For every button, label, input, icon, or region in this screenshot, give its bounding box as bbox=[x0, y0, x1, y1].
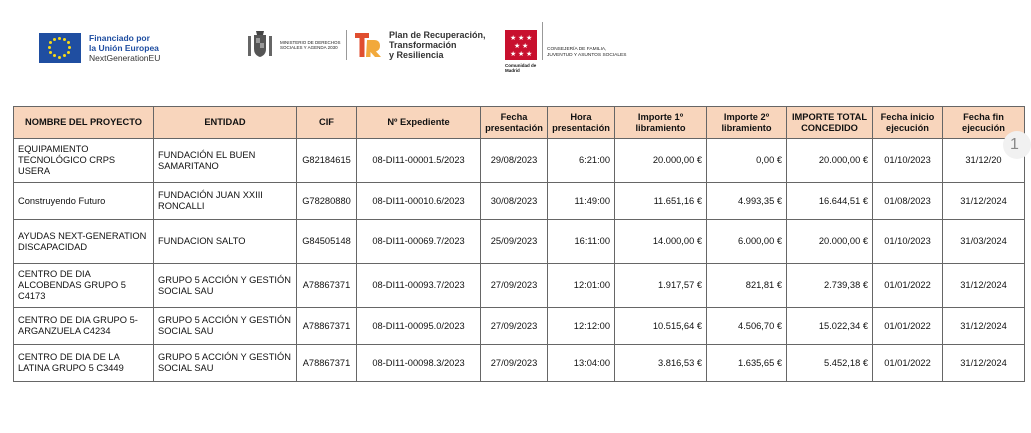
cell-entity: FUNDACIÓN EL BUEN SAMARITANO bbox=[154, 139, 297, 183]
cell-fecha-fin: 31/12/2024 bbox=[943, 183, 1025, 220]
cell-fecha-fin: 31/12/20 bbox=[943, 139, 1025, 183]
header-importe-2: Importe 2º libramiento bbox=[707, 107, 787, 139]
cell-cif: G82184615 bbox=[297, 139, 357, 183]
cell-cif: A78867371 bbox=[297, 264, 357, 308]
cell-importe-total: 20.000,00 € bbox=[787, 139, 873, 183]
cell-project: Construyendo Futuro bbox=[14, 183, 154, 220]
cell-fecha-inicio: 01/01/2022 bbox=[873, 308, 943, 345]
cell-importe-total: 2.739,38 € bbox=[787, 264, 873, 308]
cell-importe-2: 0,00 € bbox=[707, 139, 787, 183]
header-fecha-presentacion: Fecha presentación bbox=[481, 107, 548, 139]
cell-hora: 6:21:00 bbox=[548, 139, 615, 183]
table-row bbox=[14, 308, 1025, 345]
cell-importe-1: 10.515,64 € bbox=[615, 308, 707, 345]
logo-divider bbox=[542, 22, 543, 60]
cell-hora: 13:04:00 bbox=[548, 345, 615, 382]
header-expediente: Nº Expediente bbox=[357, 107, 481, 139]
cell-entity: FUNDACION SALTO bbox=[154, 220, 297, 264]
cell-cif: G84505148 bbox=[297, 220, 357, 264]
cell-expediente: 08-DI11-00095.0/2023 bbox=[357, 308, 481, 345]
header-cif: CIF bbox=[297, 107, 357, 139]
cell-project: CENTRO DE DIA GRUPO 5- ARGANZUELA C4234 bbox=[14, 308, 154, 345]
ministry-text: MINISTERIO DE DERECHOS SOCIALES Y AGENDA 2030 bbox=[280, 39, 341, 50]
cam-text-line2: JUVENTUD Y ASUNTOS SOCIALES bbox=[547, 52, 627, 58]
cell-expediente: 08-DI11-00001.5/2023 bbox=[357, 139, 481, 183]
table-row bbox=[14, 139, 1025, 183]
cell-cif: G78280880 bbox=[297, 183, 357, 220]
plan-text-line2: Transformación bbox=[389, 40, 457, 50]
cam-text-line1: CONSEJERÍA DE FAMILIA, bbox=[547, 47, 607, 52]
cell-importe-2: 6.000,00 € bbox=[707, 220, 787, 264]
cell-expediente: 08-DI11-00093.7/2023 bbox=[357, 264, 481, 308]
cell-fecha: 30/08/2023 bbox=[481, 183, 548, 220]
plan-text-line1: Plan de Recuperación, bbox=[389, 30, 486, 40]
cell-entity: FUNDACIÓN JUAN XXIII RONCALLI bbox=[154, 183, 297, 220]
projects-table-wrapper bbox=[13, 106, 1024, 373]
eu-flag-icon bbox=[39, 33, 81, 63]
cell-fecha-inicio: 01/01/2022 bbox=[873, 345, 943, 382]
recovery-plan-icon bbox=[353, 31, 383, 59]
cell-importe-1: 14.000,00 € bbox=[615, 220, 707, 264]
cell-fecha: 27/09/2023 bbox=[481, 308, 548, 345]
cell-fecha-inicio: 01/08/2023 bbox=[873, 183, 943, 220]
cell-project: EQUIPAMIENTO TECNOLÓGICO CRPS USERA bbox=[14, 139, 154, 183]
cell-project: CENTRO DE DIA DE LA LATINA GRUPO 5 C3449 bbox=[14, 345, 154, 382]
madrid-flag-icon: ★ ★ ★ ★ ★ ★ ★ ★ Comunidad de Madrid bbox=[505, 30, 537, 60]
cell-hora: 16:11:00 bbox=[548, 220, 615, 264]
cell-importe-total: 15.022,34 € bbox=[787, 308, 873, 345]
table-row bbox=[14, 264, 1025, 308]
cell-fecha: 27/09/2023 bbox=[481, 264, 548, 308]
cell-cif: A78867371 bbox=[297, 308, 357, 345]
cell-fecha-fin: 31/12/2024 bbox=[943, 264, 1025, 308]
cell-fecha-fin: 31/03/2024 bbox=[943, 220, 1025, 264]
eu-funding-logo bbox=[39, 33, 160, 63]
eu-text-line1: Financiado por bbox=[89, 33, 150, 43]
header-project: NOMBRE DEL PROYECTO bbox=[14, 107, 154, 139]
header-importe-total: IMPORTE TOTAL CONCEDIDO bbox=[787, 107, 873, 139]
cell-importe-1: 1.917,57 € bbox=[615, 264, 707, 308]
cell-importe-1: 3.816,53 € bbox=[615, 345, 707, 382]
cell-importe-1: 11.651,16 € bbox=[615, 183, 707, 220]
plan-text-line3: y Resiliencia bbox=[389, 50, 444, 60]
cell-fecha-fin: 31/12/2024 bbox=[943, 345, 1025, 382]
cell-importe-1: 20.000,00 € bbox=[615, 139, 707, 183]
cell-fecha: 29/08/2023 bbox=[481, 139, 548, 183]
coat-of-arms-icon bbox=[246, 30, 274, 60]
cell-importe-2: 1.635,65 € bbox=[707, 345, 787, 382]
cell-entity: GRUPO 5 ACCIÓN Y GESTIÓN SOCIAL SAU bbox=[154, 264, 297, 308]
header-hora-presentacion: Hora presentación bbox=[548, 107, 615, 139]
cell-importe-total: 20.000,00 € bbox=[787, 220, 873, 264]
cell-entity: GRUPO 5 ACCIÓN Y GESTIÓN SOCIAL SAU bbox=[154, 308, 297, 345]
cell-fecha-inicio: 01/01/2022 bbox=[873, 264, 943, 308]
table-header-row bbox=[14, 107, 1025, 139]
cell-importe-total: 5.452,18 € bbox=[787, 345, 873, 382]
cell-fecha: 27/09/2023 bbox=[481, 345, 548, 382]
header-entity: ENTIDAD bbox=[154, 107, 297, 139]
cell-expediente: 08-DI11-00010.6/2023 bbox=[357, 183, 481, 220]
table-row bbox=[14, 345, 1025, 382]
header-importe-1: Importe 1º libramiento bbox=[615, 107, 707, 139]
header-logos bbox=[0, 0, 1024, 90]
comunidad-madrid-logo bbox=[505, 22, 627, 73]
projects-table bbox=[13, 106, 1025, 382]
header-fecha-fin: Fecha fin ejecución bbox=[943, 107, 1025, 139]
cell-project: AYUDAS NEXT-GENERATION DISCAPACIDAD bbox=[14, 220, 154, 264]
cell-expediente: 08-DI11-00098.3/2023 bbox=[357, 345, 481, 382]
cell-fecha-fin: 31/12/2024 bbox=[943, 308, 1025, 345]
madrid-label: Comunidad de Madrid bbox=[505, 63, 537, 73]
table-row bbox=[14, 183, 1025, 220]
cell-importe-2: 4.993,35 € bbox=[707, 183, 787, 220]
table-row bbox=[14, 220, 1025, 264]
cell-fecha-inicio: 01/10/2023 bbox=[873, 220, 943, 264]
cell-hora: 12:12:00 bbox=[548, 308, 615, 345]
cell-importe-2: 821,81 € bbox=[707, 264, 787, 308]
eu-text-line2: la Unión Europea bbox=[89, 43, 159, 53]
cell-cif: A78867371 bbox=[297, 345, 357, 382]
cell-project: CENTRO DE DIA ALCOBENDAS GRUPO 5 C4173 bbox=[14, 264, 154, 308]
cell-expediente: 08-DI11-00069.7/2023 bbox=[357, 220, 481, 264]
cell-entity: GRUPO 5 ACCIÓN Y GESTIÓN SOCIAL SAU bbox=[154, 345, 297, 382]
header-fecha-inicio: Fecha inicio ejecución bbox=[873, 107, 943, 139]
eu-text-line3: NextGenerationEU bbox=[89, 53, 161, 63]
cell-importe-2: 4.506,70 € bbox=[707, 308, 787, 345]
page-number-badge[interactable]: 1 bbox=[1003, 131, 1031, 159]
cell-hora: 12:01:00 bbox=[548, 264, 615, 308]
cell-hora: 11:49:00 bbox=[548, 183, 615, 220]
cell-importe-total: 16.644,51 € bbox=[787, 183, 873, 220]
logo-divider bbox=[346, 30, 347, 60]
cell-fecha: 25/09/2023 bbox=[481, 220, 548, 264]
cell-fecha-inicio: 01/10/2023 bbox=[873, 139, 943, 183]
ministry-logo bbox=[246, 30, 486, 60]
